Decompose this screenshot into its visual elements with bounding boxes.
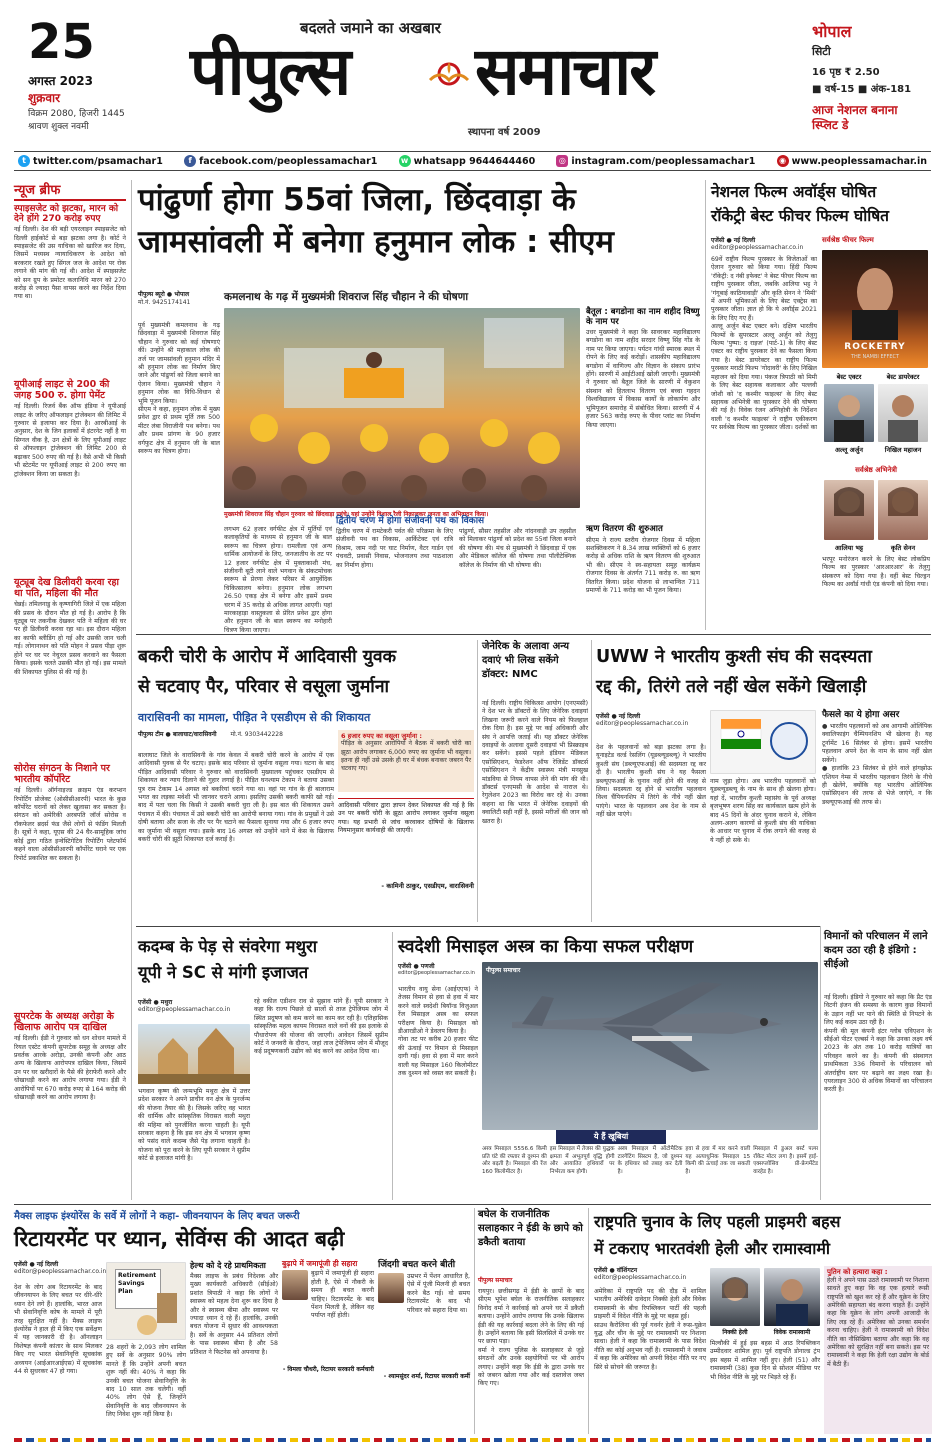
- actor-name: अल्लू अर्जुन: [835, 446, 863, 454]
- award-body: 69वें राष्ट्रीय फिल्म पुरस्कार के विजेताओं का ऐलान गुरुवार को किया गया। हिंदी फिल्म 'रॉकेट्री: द नंबी इफेक्ट' ने बेस्ट फीचर फिल्म का राष्ट्रीय पुरस्कार जीता, जबकि आलिया भट्ट ने 'गंगूबाई काठियावाड़ी' और कृति सेनन ने 'मिमी' में अपनी भूमिकाओं के लिए बेस्ट एक्ट्रेस का पुरस्कार जीता। ज्ञात हो कि ये अवॉर्ड्स 2021 के लिए दिए गए हैं। अल्लू अर्जुन बेस्ट एक्टर बने। दक्षिण भारतीय फिल्मों के सुपरस्टार अल्लू अर्जुन को तेलुगु फिल्म 'पुष्पा: द राइज' (पार्ट-1) के लिए बेस्ट एक्टर का राष्ट्रीय पुरस्कार देने का फैसला किया गया है। बेस्ट डायरेक्टर का राष्ट्रीय फिल्म पुरस्कार मराठी फिल्म 'गोदावरी' के लिए निखिल महाजन को दिया गया। पंकज त्रिपाठी को मिमी के लिए बेस्ट सहायक कलाकार और पल्लवी जोशी को 'द कश्मीर फाइल्स' के लिए बेस्ट सहायक अभिनेत्री का पुरस्कार देने की घोषणा की गई है। विवेक रंजन अग्निहोत्री के निर्देशन वाली 'द कश्मीर फाइल्स' ने राष्ट्रीय एकीकरण पर सर्वश्रेष्ठ फिल्म का पुरस्कार जीता। दर्शकों का: [711, 256, 818, 432]
- lead-body-col1: पूर्व मुख्यमंत्री कमलनाथ के गढ़ छिंदवाड़ा में मुख्यमंत्री शिवराज सिंह चौहान ने गुरुवार को कई घोषणाएं कीं। उन्होंने श्री महाकाल लोक की तर्ज पर जामसांवली हनुमान मंदिर में श्री हनुमान लोक का निर्माण किए जाने और पांढुर्णा को जिला बनाने का ऐलान किया। मुख्यमंत्री चौहान ने हनुमान लोक का विधि-विधान से भूमि पूजन किया। सीएम ने कहा, हनुमान लोक में मुख्य प्रवेश द्वार से प्रथम मूर्ति तक 500 मीटर लंबा विराजीनी पथ बनेगा। पथ और प्रथम प्रांगण के 90 हजार वर्गफुट क्षेत्र में हनुमान जी के बाल स्वरूप का चित्रण होगा।: [138, 322, 220, 456]
- debate-side-body: हेली ने अपने पास उठते रामास्वामी पर निशाना साधते हुए कहा कि वह एक हत्यारे रूसी राष्ट्रपति को खुश कर रहे हैं और यूक्रेन के लिए अमेरिकी सहायता बंद करना चाहते हैं। उन्होंने कहा कि यूक्रेन के लोग अपनी आजादी के लिए लड़ रहे हैं। अमेरिका को उनका समर्थन करना चाहिए। हेली ने रामास्वामी को विदेश नीति का नौसिखिया बताया और कहा कि वह अमेरिका को सुरक्षित नहीं बना सकते। इस पर रामास्वामी ने कहा कि हेली रक्षा उद्योग के बोर्ड में बैठी हैं।: [827, 1276, 931, 1368]
- baghel-byline: पीपुल्स समाचार: [478, 1277, 513, 1284]
- side1-title: बैतूल : बगडोना का नाम शहीद विष्णु के नाम पर: [586, 307, 700, 327]
- pages-price: 16 पृष्ठ ₹ 2.50: [812, 67, 880, 78]
- missile-headline-text: स्वदेशी मिसाइल अस्त्र का किया सफल परीक्षण: [398, 937, 694, 957]
- uww-side: [822, 710, 932, 922]
- best-feature-label: सर्वश्रेष्ठ फीचर फिल्म: [822, 236, 874, 244]
- nmc-body: नई दिल्ली। राष्ट्रीय चिकित्सा आयोग (एनएमसी) ने देश भर के डॉक्टरों के लिए जेनेरिक दवाइयां लिखना जरूरी करने वाले नियम को फिलहाल रोक दिया है। इस मुद्दे पर कई अधिकारी और संघ ने आपत्ति जताई थी। यह डॉक्टर जेनेरिक दवाइयों के अलावा दूसरी दवाइयां भी प्रिस्क्राइब कर सकेंगे। इससे पहले इंडियन मेडिकल एसोसिएशन, फेडरेशन ऑफ रेजिडेंट डॉक्टर्स एसोसिएशन ने केंद्रीय स्वास्थ्य मंत्री मनसुख मांडविया से नियम वापस लेने की मांग की थी। डॉक्टर्स एनएमसी के आदेश से नाराज थे। रेगुलेशन 2023 का विरोध कर रहे थे। उनका कहना था कि भारत में जेनेरिक दवाइयों की क्वालिटी सही नहीं है, इससे मरीजों की जान को खतरा है।: [482, 700, 590, 825]
- brief-item: [14, 1012, 126, 1202]
- byline-text: पीपुल्स टीम ● बालाघाट/वारासिवनी: [138, 731, 217, 738]
- old-age-body: बुढ़ापे में जमापूंजी ही सहारा होती है, ऐसे में नौकरी के समय ही बचत करनी चाहिए। रिटायरमेंट के बाद पेंशन मिलती है, लेकिन वह पर्याप्त नहीं होती।: [311, 1270, 376, 1320]
- lead-photo: [224, 308, 580, 508]
- old-age-title: बुढ़ापे में जमापूंजी ही सहारा: [282, 1259, 358, 1268]
- mathura-headline-line2: यूपी ने SC से मांगी इजाजत: [138, 963, 309, 982]
- health-title: हेल्थ को दे रहे प्राथमिकता: [190, 1261, 266, 1270]
- actor-photo: [824, 384, 874, 442]
- feature-item: हवा से हवा में मार करने वाली यह अत्याधुनिक मिसाइल 15 किमी की ऊंचाई तक जा सकती है।: [685, 1146, 752, 1175]
- lead-side-column: [586, 308, 700, 630]
- actress1-photo: [824, 480, 874, 540]
- edition-city: भोपाल: [812, 22, 852, 41]
- ramaswamy-photo: [764, 1268, 820, 1326]
- retire-headline-text: रिटायरमेंट पर ध्यान, सेविंग्स की आदत बढ़ी: [14, 1227, 345, 1251]
- facebook-icon: f: [184, 155, 196, 167]
- best-actress-label: सर्वश्रेष्ठ अभिनेत्री: [855, 466, 897, 474]
- byline-email: editor@peoplessamachar.co.in: [14, 1268, 107, 1275]
- rocketry-poster: [822, 250, 928, 368]
- social-web[interactable]: [777, 155, 927, 167]
- uww-side-title: फैसले का ये होगा असर: [822, 710, 900, 720]
- actress2-photo: [878, 480, 928, 540]
- life-quote-by: - श्यामसुंदर शर्मा, रिटायर सरकारी कर्मी: [383, 1373, 470, 1381]
- retire-health: [190, 1262, 278, 1434]
- byline-text: एजेंसी ● नई दिल्ली: [711, 237, 756, 244]
- award-headline-line1: नेशनल फिल्म अवॉर्ड्स घोषित: [711, 183, 877, 201]
- byline-email: editor@peoplessamachar.co.in: [138, 1006, 231, 1013]
- byline-phone: मो.नं. 9303442228: [230, 731, 283, 738]
- byline-text: एजेंसी ● मथुरा: [138, 999, 173, 1006]
- goat-byline: [138, 730, 338, 750]
- web-link[interactable]: www.peoplessamachar.in: [791, 155, 927, 167]
- brief-item: [14, 578, 126, 761]
- registration-color-bar: [14, 1438, 931, 1442]
- best-director-label: बेस्ट डायरेक्टर: [886, 373, 920, 381]
- brief-body: नई दिल्ली। देश की बड़ी एयरलाइन स्पाइसजेट को दिल्ली हाईकोर्ट से बड़ा झटका लगा है। कोर्ट ने स्पाइसजेट की उस याचिका को खारिज कर दिया, जिसमें मध्यस्थ न्यायाधिकरण के आदेश को बरकरार रखते हुए सिंगल जज के आदेश पर रोक लगाने की मांग की गई थी। आदेश में स्पाइसजेट को सन ग्रुप के प्रमोटर कलानिधि मारन को 270 करोड़ से ज्यादा पैसा वापस करने का निर्देश दिया गया था।: [14, 226, 128, 301]
- haley-name: निक्की हेली: [722, 1329, 748, 1336]
- instagram-link[interactable]: instagram.com/peoplessamachar1: [571, 155, 756, 167]
- feature-item: अस्त्र मिसाइल में ऑटोमैटिक टारगेटिंग सिस्टम है, जो दुश्मन के हथियार को तबाह कर देती है।: [617, 1146, 685, 1175]
- actress2-name: कृति सेनन: [890, 544, 916, 552]
- byline-email: editor@peoplessamachar.co.in: [398, 970, 475, 976]
- retire-body1: देश के लोग अब रिटायरमेंट के बाद जीवनयापन के लिए बचत पर धीरे-धीरे ध्यान देने लगे हैं। हालांकि, भारत आज भी सेवानिवृत्ति कोष के मामले में पूरी तरह सुरक्षित नहीं है। मैक्स लाइफ इंश्योरेंस ने हाल ही में किए एक सर्वेक्षण में यह जानकारी दी है। ऑनलाइन विशेषज्ञ कंपनी कांतार के साथ मिलकर किए गए भारत सेवानिवृत्ति सूचकांक अध्ययन (आईआरआईएस) में सूचकांक 44 से सुधरकर 47 हो गया।: [14, 1284, 104, 1376]
- lead-phase2: [336, 516, 576, 630]
- award-headline-line2: रॉकेट्री बेस्ट फीचर फिल्म घोषित: [711, 207, 890, 225]
- mathura-body2: रहे वकील एडीशन राव से सुझाव मांगे हैं। यूपी सरकार ने कहा कि राज्य पिछले दो सालों से ताज ट्रेपेजियम जोन में स्थित प्रदूषण को कम करने का काम कर रही है। एतिहासिक सांस्कृतिक महत्व कायम विरासत वाले वनों की इस इलाके से पौधारोपण की योजना की जाएगी। आवेदन जिसमें सुप्रीम कोर्ट ने जनवरी के दौरान, जहां ताज ट्रेपेजियम जोन में मौजूद कई प्रदूषणकारी उद्योग को बंद करने का आदेश दिया था।: [254, 998, 390, 1056]
- actress1-name: आलिया भट्ट: [834, 544, 864, 552]
- missile-headline: [398, 934, 818, 960]
- debate-body2: मिल्वौकी में हुई इस बहस में आठ रिपब्लिकन उम्मीदवार शामिल हुए। पूर्व राष्ट्रपति डोनाल्ड ट्रंप इस बहस में शामिल नहीं हुए। हेली (51) और रामास्वामी (38) कुछ दिन से सोशल मीडिया पर भी विदेश नीति के मुद्दे पर भिड़ते रहे हैं।: [710, 1340, 822, 1381]
- side1-body: उधर मुख्यमंत्री ने कहा कि सावरकर महाविद्यालय बगडोना का नाम शहीद सरदार विष्णु सिंह गोंड के नाम पर किया जाएगा। पर्यटन गांधी स्मारक स्थल में रोपने के लिए कई करोड़ों। शासकीय महाविद्यालय बगडोना में वाणिज्य और विज्ञान के संकाय प्रारंभ होंगे। सारणी में आईटीआई खोली जाएगी। मुख्यमंत्री ने गुरुवार को बैतूल जिले के सारणी में वेकुशन संस्थान को हितलाभ वितरण एवं बच्चा गहदन विश्वविद्यालय में विकास कार्यों के लोकार्पण और भूमिपूजन समारोह में संबोधित किया। सारणी में 4 हजार 563 करोड़ रुपए के पीवर प्लांट का निर्माण किया जाएगा।: [586, 329, 702, 429]
- award-body-tail: भरपूर मनोरंजन करने के लिए बेस्ट लोकप्रिय फिल्म का पुरस्कार 'आरआरआर' के तेलुगु संस्करण को दिया गया है। वहीं बेस्ट चिल्ड्रन फिल्म का अवॉर्ड गांधी एंड कंपनी को दिया गया।: [822, 556, 932, 589]
- title-right: समाचार: [475, 33, 655, 110]
- retire-old-age: [282, 1260, 374, 1434]
- goat-side: [338, 730, 474, 922]
- feature-item: मिसाइल में डुअल बर्स्ट पल्स रॉकेट मोटर लगा है। इसमें हाई-एक्सप्लोसिव प्री-फ्रेगमेंटेड वारहेड है।: [753, 1146, 820, 1175]
- shyamsundar-photo: [378, 1273, 404, 1303]
- old-age-quote-by: - विमला चौधरी, रिटायर सरकारी कर्मचारी: [282, 1366, 374, 1374]
- lamp-logo-icon: [428, 54, 470, 96]
- social-whatsapp[interactable]: [399, 155, 536, 167]
- fine-box-body: पीड़ित के अनुसार आरोपियों ने बैठक में बकरी चोरी का झूठा आरोप लगाकर 6,000 रुपए का जुर्माना भी वसूला। इतना ही नहीं उसे उसके ही घर में बंधक बनाकर जबरन पैर चटवाए गए।: [341, 740, 473, 773]
- features-title: ये हैं खूबियां: [556, 1130, 666, 1144]
- side2-title: ऋण वितरण की शुरुआत: [586, 524, 663, 535]
- founded-year: स्थापना वर्ष 2009: [468, 127, 541, 138]
- mathura-byline: [138, 998, 250, 1018]
- goat-headline: [138, 642, 474, 708]
- volume-issue: ■ वर्ष-15 ■ अंक-181: [812, 84, 912, 95]
- brief-title: स्पाइसजेट को झटका, मारन को देने होंगे 270 करोड़ रुपए: [14, 204, 119, 225]
- award-headline: [711, 180, 931, 232]
- brief-body: नई दिल्ली। ईडी ने गुरुवार को धन शोधन मामले में रियल एस्टेट कंपनी सुपरटेक समूह के अध्यक्ष और प्रवर्तक आरके अरोड़ा, उनकी कंपनी और आठ अन्य के खिलाफ आरोपपत्र दाखिल किया, जिसमें उन पर घर खरीदारों के पैसे की हेराफेरी करने और धोखाधड़ी करने का आरोप लगाया गया। ईडी ने आरोपियों पर 670 करोड़ रुपए से 164 करोड़ की धोखाधड़ी करने का आरोप लगाया है।: [14, 1035, 128, 1102]
- uww-side-body: ● भारतीय पहलवानों को अब आगामी ओलिंपिक क्वालिफाइंग चैम्पियनशिप भी खेलना है। यह टूर्नामेंट 16 सितंबर से होगा। इसमें भारतीय पहलवान अपने देश के नाम के साथ नहीं खेल सकेंगे। ● हालांकि 23 सितंबर से होने वाले हांगझोऊ एशियन गेम्स में भारतीय पहलवान तिरंगे के नीचे ही खेलेंगे, क्योंकि यह भारतीय ओलिंपिक एसोसिएशन की तरफ से भेजे जाएंगे, न कि डब्ल्यूएफआई की तरफ से।: [822, 723, 932, 806]
- globe-icon: ◉: [777, 155, 789, 167]
- best-actor-label: बेस्ट एक्टर: [836, 373, 862, 381]
- fine-box-title: 6 हजार रुपए का वसूला जुर्माना :: [341, 732, 422, 740]
- retirement-plan-text: Retirement Savings Plan: [115, 1269, 161, 1309]
- award-byline: [711, 236, 817, 254]
- mathura-body: भगवान कृष्ण की जन्मभूमि मथुरा क्षेत्र में उत्तर प्रदेश सरकार ने अपने प्राचीन वन क्षेत्र के पुनर्जन्म की योजना तैयार की है। जिसके जरिए वह भारत की धार्मिक और सांस्कृतिक विरासत वाली मथुरा की महिमा को पुनर्जीवित करना चाहती है। यूपी सरकार कहना है कि इस वन क्षेत्र में भगवान कृष्ण को पसंद वाले कदम्ब जैसे पेड़ लगाना चाहती है। योजना को पूरा करने के लिए यूपी सरकार ने सुप्रीम कोर्ट से इजाजत मांगी है।: [138, 1088, 252, 1163]
- brief-item: [14, 764, 126, 987]
- retire-kicker: मैक्स लाइफ इंश्योरेंस के सर्वे में लोगों ने कहा- जीवनयापन के लिए बचत जरूरी: [14, 1211, 300, 1222]
- byline-text: एजेंसी ● नई दिल्ली: [596, 713, 641, 720]
- retirement-plan-image: [106, 1262, 186, 1340]
- twitter-icon: t: [18, 155, 30, 167]
- social-facebook[interactable]: [184, 155, 377, 167]
- masthead-title: [150, 14, 790, 154]
- uww-body: देश के पहलवानों को बड़ा झटका लगा है। यूनाइटेड वर्ल्ड रेसलिंग (यूडब्ल्यूडब्ल्यू) ने भारतीय कुश्ती संघ (डब्ल्यूएफआई) की सदस्यता रद्द कर दी है। भारतीय कुश्ती संघ ने यह फैसला डब्ल्यूएफआई के चुनाव नहीं होने की वजह से लिया। सदस्यता रद्द होने से भारतीय पहलवान विश्व चैंपियनशिप में तिरंगे के नीचे नहीं खेल पाएंगे। भारत के पहलवान अब देश के नाम से नहीं खेल पाएंगे।: [596, 744, 708, 819]
- byline-email: editor@peoplessamachar.co.in: [596, 720, 689, 727]
- lead-photo-caption: मुख्यमंत्री शिवराज सिंह चौहान गुरुवार को छिंदवाड़ा पहुंचे। यहां उन्होंने विशाल रैली निकालकर जनता का अभिवादन किया।: [224, 511, 489, 518]
- byline-text: एजेंसी ● नई दिल्ली: [14, 1261, 59, 1268]
- byline-email: editor@peoplessamachar.co.in: [711, 244, 804, 251]
- brief-body: नई दिल्ली। ऑर्गनाइज्ड क्राइम एंड करप्शन रिपोर्टिंग प्रोजेक्ट (ओसीसीआरपी) भारत के कुछ कॉर्पोरेट घरानों को लेकर खुलासा कर सकता है। संगठन को अमेरिकी अरबपति जॉर्ज सोरोस व रॉकफेलर ब्रदर्स फंड जैसे लोगों से फंडिंग मिलती है। सूत्रों ने कहा, यूएस की 24 घैर-सामूहिक जांच कोई द्वारा गठित इन्वेस्टिगेटिव रिपोर्टिंग प्लेटफॉर्म कहने वाला ओसीसीआरपी कॉर्पोरेट घराने पर एक रिपोर्ट प्रकाशित कर सकता है।: [14, 787, 128, 862]
- baghel-headline: बघेल के राजनीतिक सलाहकार ने ईडी के छापे को डकैती बताया: [478, 1209, 583, 1248]
- shravan-date: श्रावण शुक्ल नवमी: [28, 122, 89, 132]
- temple-photo: [138, 1024, 250, 1084]
- uww-body2: नाम जुड़ा होगा। अब भारतीय पहलवानों को यूडब्ल्यूडब्ल्यू के नाम के साथ ही खेलना होगा। यहां दें, भारतीय कुश्ती महासंघ के पूर्व अध्यक्ष बृजभूषण शरण सिंह का कार्यकाल खत्म होने के बाद 45 दिनों के अंदर चुनाव कराने थे, लेकिन अलग-अलग कारणों से कुश्ती संघ की याचिका के आधार पर चुनाव में रोक लगाने की वजह से ये नहीं हो सके थे।: [710, 778, 818, 844]
- debate-byline: [594, 1266, 706, 1286]
- director-photo: [878, 384, 928, 442]
- twitter-link[interactable]: twitter.com/psamachar1: [33, 155, 163, 167]
- vikram-date: विक्रम 2080, हिजरी 1445: [28, 109, 125, 119]
- lead-subhead: कमलनाथ के गढ़ में मुख्यमंत्री शिवराज सिंह चौहान ने की घोषणा: [224, 291, 469, 303]
- phase2-body-b: पांढुर्णा, सौसर तहसील और नांदनवाड़ी उप तहसील को मिलाकर पांढुर्णा को प्रदेश का 55वां जिला बनाने की घोषणा की। मंच से मुख्यमंत्री ने छिंदवाड़ा में एक और मेडिकल कॉलेज की घोषणा तथा पॉलीटेक्निक कॉलेज के निर्माण की भी घोषणा की।: [459, 528, 578, 569]
- side2-body: सीएम ने राज्य स्तरीय रोजगार दिवस में महिला सशक्तिकरण ने 8.34 लाख व्यक्तियों को 6 हजार करोड़ से अधिक राशि के ऋण वितरण की शुरुआत भी की। सीएम ने स्व-सहायता समूह कार्यक्रम रोजगार दिवस के अंतर्गत 711 करोड़ रु. का ऋण वितरित किया। प्रदेश योजना से लाभान्वित 711 प्रमाणों के 711 करोड़ का भी पूजन किया।: [586, 536, 702, 594]
- retire-headline: [14, 1222, 470, 1256]
- debate-side-title: पुतिन को हत्यारा कहा :: [827, 1268, 888, 1276]
- uww-headline: [596, 642, 932, 708]
- brief-label: न्यूज ब्रीफ: [14, 180, 126, 201]
- brief-title: सोरोस संगठन के निशाने पर भारतीय कॉर्पोरेट: [14, 763, 110, 785]
- brief-item: [14, 204, 126, 378]
- missile-features: [482, 1146, 818, 1200]
- ramaswamy-name: विवेक रामास्वामी: [773, 1329, 811, 1336]
- retire-life: [378, 1260, 470, 1434]
- weekday: शुक्रवार: [28, 91, 61, 105]
- life-title: जिंदगी बचत करने बीती: [378, 1260, 456, 1270]
- poster-title: ROCKETRY: [844, 342, 906, 352]
- goat-quote-text: आदिवासी परिवार द्वारा ज्ञापन देकर शिकायत की गई है कि उन पर बकरी चोरी के झूठा आरोप लगाकर जुर्माना वसूला गया। यह प्रभारी से जांच करवाकर दोषियों के खिलाफ नियमानुसार कार्यवाही की जाएगी।: [338, 802, 476, 835]
- goat-subhead: वारासिवनी का मामला, पीड़ित ने एसडीएम से की शिकायत: [138, 711, 371, 724]
- facebook-link[interactable]: facebook.com/peoplessamachar1: [199, 155, 378, 167]
- missile-byline: [398, 962, 478, 982]
- dateline-block: [28, 14, 148, 132]
- nmc-headline: जेनेरिक के अलावा अन्य दवाएं भी लिख सकेंगे डॉक्टर: NMC: [482, 641, 570, 680]
- lead-headline: [138, 180, 700, 284]
- retire-body2: 28 शहरों के 2,093 लोग शामिल हुए सर्वे के अनुसार 90% लोग मानते हैं कि उन्होंने अपनी बचत शुरू नहीं की। 40% ने कहा कि उनकी बचत योजना सेवानिवृत्ति के बाद 10 साल तक चलेगी। वहीं 40% लोग ऐसे हैं, जिन्होंने सेवानिवृत्ति के बाद जीवनयापन के लिए निवेश शुरू नहीं किया है।: [106, 1344, 188, 1419]
- whatsapp-link[interactable]: whatsapp 9644644460: [413, 155, 536, 167]
- wrestling-logo: [710, 710, 816, 774]
- mathura-headline: [138, 934, 388, 994]
- brief-title: यूट्यूब देख डिलीवरी करवा रहा था पति, महिला की मौत: [14, 577, 120, 599]
- byline-text: पीपुल्स ब्यूरो ● भोपाल: [138, 291, 190, 298]
- feature-item: अस्त्र मिसाइल 5556.6 किमी प्रति घंटे की रफ्तार से दुश्मन की ओर बढ़ती है। मिसाइल की रेंज 160 किलोमीटर है।: [482, 1146, 549, 1175]
- debate-body: अमेरिका में राष्ट्रपति पद की दौड़ में शामिल भारतीय अमेरिकी दावेदार निक्की हेली और विवेक रामास्वामी के बीच रिपब्लिकन पार्टी की पहली प्राइमरी में विदेश नीति के मुद्दे पर बहस हुई। साउथ कैरोलिना की पूर्व गवर्नर हेली ने रूस-यूक्रेन युद्ध और चीन के मुद्दे पर रामास्वामी पर निशाना साधा। हेली ने कहा कि रामास्वामी के पास विदेश नीति का कोई अनुभव नहीं है। रामास्वामी ने जवाब में कहा कि अमेरिका को अपनी विदेश नीति पर नए सिरे से सोचने की जरूरत है।: [594, 1288, 706, 1371]
- photo-label: पीपुल्स समाचार: [486, 967, 521, 974]
- lead-headline-line1: पांढुर्णा होगा 55वां जिला, छिंदवाड़ा के: [138, 182, 576, 218]
- director-name: निखिल महाजन: [884, 446, 922, 454]
- health-body: मैक्स लाइफ के प्रबंध निदेशक और मुख्य कार्यकारी अधिकारी (सीईओ) प्रशांत त्रिपाठी ने कहा कि लोगों ने स्वास्थ्य को महत्व देना शुरू कर दिया है और वे स्वास्थ्य बीमा और स्वास्थ्य पर ज्यादा ध्यान दे रहे हैं। हालांकि, उनकी बचत योजना में सुधार की आवश्यकता है। सर्वे के अनुसार 44 प्रतिशत लोगों के पास स्वास्थ्य बीमा है और 58 प्रतिशत ने फिटनेस को अपनाया है।: [190, 1272, 280, 1356]
- byline-email: editor@peoplessamachar.co.in: [594, 1274, 687, 1281]
- lead-body-col2: लगभग 62 हजार वर्गफीट क्षेत्र में मूर्तियों एवं कलाकृतियों के माध्यम से हनुमान जी के बाल स्वरूप का चित्रण होगा। रामलीला एवं अन्य धार्मिक आयोजनों के लिए, जनजातीय के तट पर 12 हजार वर्गफीट क्षेत्र में मुक्ताकाशी मंच, संजीवनी बूटी लाने वाले भगवान के संकटमोचक स्वरूप से प्रेरणा लेकर परिसर में आयुर्वेदिक चिकित्सालय बनेगा। हनुमान लोक लगभग 26.50 एकड़ क्षेत्र में बनेगा और इसमें प्रथम चरण में 35 करोड़ से अधिक लागत आएगी। यहां मारकाहाड़ा वास्तुकला से प्रेरित प्रवेश द्वार होगा और हनुमान जी के बाल स्वरूप का मनोहारी चित्रण किया जाएगा।: [224, 526, 334, 634]
- debate-headline-line1: राष्ट्रपति चुनाव के लिए पहली प्राइमरी बहस: [594, 1212, 841, 1231]
- whatsapp-icon: w: [399, 155, 411, 167]
- goat-fine-box: [338, 730, 474, 792]
- social-bar: [14, 151, 931, 171]
- goat-quote-by: - कामिनी ठाकुर, एसडीएम, वारासिवनी: [381, 882, 474, 890]
- news-brief-column: [14, 180, 126, 1010]
- feature-item: इस मिसाइल में तेजस की युद्धक क्षमता में अभूतपूर्व वृद्धि होगी और आयातित हथियारों पर निर्भरता कम होगी।: [549, 1146, 617, 1175]
- uww-headline-line2: रद्द की, तिरंगे तले नहीं खेल सकेंगे खिलाड़ी: [596, 677, 867, 697]
- byline-phone: मो.नं. 9425174141: [138, 299, 191, 306]
- brief-body: नई दिल्ली। रिजर्व बैंक ऑफ इंडिया ने यूपीआई लाइट के जरिए ऑफलाइन ट्रांजेक्शन की लिमिट में गुरुवार से इजाफा कर दिया है। आरबीआई के अनुसार, देश के जिन इलाकों में इंटरनेट नहीं है या सिग्नल वीक है, उन क्षेत्रों के लिए यूपीआई लाइट से ऑफलाइन ट्रांजेक्शन की लिमिट 200 से बढ़ाकर 500 रुपए की गई है। वैसे अभी भी किसी भी स्टेटमेंट पर यूपीआई लाइट से 200 रुपए का ट्रांजेक्शन किया जा सकता है।: [14, 403, 128, 478]
- missile-body: भारतीय वायु सेना (आईएएफ) ने तेजस विमान से हवा से हवा में मार करने वाले स्वदेशी बियॉन्ड विजुअल रेंज मिसाइल अस्त्र का सफल परीक्षण किया है। मिसाइल को डीआरडीओ ने डेवलप किया है। गोवा तट पर करीब 20 हजार फीट की ऊंचाई पर विमान से मिसाइल दागी गई। हवा से हवा में मार करने वाली यह मिसाइल 160 किलोमीटर तक दुश्मन को ध्वस्त कर सकती है।: [398, 986, 478, 1078]
- byline-text: एजेंसी ● वॉशिंगटन: [594, 1267, 638, 1274]
- vimla-photo: [282, 1270, 308, 1300]
- brief-title: यूपीआई लाइट से 200 की जगह 500 रु. होगा पेमेंट: [14, 379, 110, 401]
- uww-headline-line1: UWW ने भारतीय कुश्ती संघ की सदस्यता: [596, 647, 872, 667]
- brief-item: [14, 380, 126, 573]
- debate-side: [824, 1266, 932, 1434]
- brief-title: सुपरटेक के अध्यक्ष अरोड़ा के खिलाफ आरोप पत्र दाखिल: [14, 1011, 114, 1033]
- phase2-title: द्वितीय चरण में होगा संजीवनी पथ का विकास: [336, 516, 485, 526]
- edition-block: [812, 20, 922, 140]
- debate-headline-line2: में टकराए भारतवंशी हेली और रामास्वामी: [594, 1239, 831, 1258]
- date-day: 25: [28, 14, 95, 70]
- goat-quote: [338, 798, 474, 891]
- lead-byline: [138, 290, 222, 320]
- phase2-body: द्वितीय चरण में रामटेकरी पर्वत की परिक्रमा के लिए संजीवनी पथ का विकास, आर्किटेक्ट एवं रात्रि विश्राम, जाम नदी पर घाट निर्माण, वैटर गार्डन एवं पंचवटी, प्रवासी निवास, भोजनालय तथा पाठशाला का निर्माण होगा।: [336, 528, 455, 569]
- date-month: अगस्त 2023: [28, 74, 94, 88]
- poster-subtitle: THE NAMBI EFFECT: [850, 354, 900, 360]
- social-twitter[interactable]: [18, 155, 163, 167]
- uww-byline: [596, 712, 706, 732]
- ad-text: आज नेशनल बनाना स्प्लिट डे: [812, 103, 898, 132]
- instagram-icon: ◎: [556, 155, 568, 167]
- debate-headline: [594, 1208, 932, 1264]
- byline-text: एजेंसी ● पणजी: [398, 963, 435, 970]
- haley-photo: [710, 1268, 760, 1326]
- life-body: उम्रभर में पेंशन आधारित है, ऐसे में पूंजी मिलनी ही बचत करने बैठ गई। वो समय रिटायरमेंट के बाद भी परिवार को सहारा दिया था।: [407, 1273, 472, 1314]
- brief-body: चेन्नई। तमिलनाडु के कृष्णागिरी जिले में एक महिला की प्रसव के दौरान मौत हो गई है। आरोप है कि यूट्यूब पर तकनीक देखकर पति ने महिला की घर पर ही डिलीवरी करवा रहा था। इस दौरान महिला का काफी ब्लीडिंग हो गई और उसकी जान चली गई। लोगानाथन को पति मोहन ने प्रसव पीड़ा शुरू होने पर घर पर नेचुरल प्रसव करवाने का फैसला किया। इसके चलते उसकी मौत हो गई। इस मामले की शिकायत पुलिस से की गई है।: [14, 601, 128, 676]
- title-left: पीपुल्स: [190, 33, 350, 110]
- lead-headline-line2: जामसांवली में बनेगा हनुमान लोक : सीएम: [138, 224, 614, 260]
- tagline: बदलते जमाने का अखबार: [300, 19, 441, 37]
- mathura-headline-line1: कदम्ब के पेड़ से संवरेगा मथुरा: [138, 937, 318, 956]
- flight-headline: विमानों को परिचालन में लाने कदम उठा रही है इंडिगो : सीईओ: [824, 931, 928, 970]
- goat-headline-line2: से चटवाए पैर, परिवार से वसूला जुर्माना: [138, 677, 390, 697]
- goat-body: बालाघाट जिले के वारासिवनी के गांव केवल में बकरी चोरी करने के आरोप में एक आदिवासी युवक से पैर चटाए। इसके बाद परिवार से जुर्माना वसूला गया। घटना के बाद पीड़ित आदिवासी परिवार ने गुरुवार को वारासिवनी मुख्यालय पहुंचकर एसडीएम से शिकायत कर न्याय दिलाने की गुहार लगाई है। पीड़ित घनश्याम टेकाम ने बताया उसका पुत्र राम टेकाम 14 अगस्त को बकरियां चराने गया था। वहां पर गांव के ही बालाराम भगत का लड़का मवेशी भी जानवर चराने आया। इसलिए उसकी बकरी काफी खो गई। बाद में पता चला कि किसी ने उसकी बकरी चुरा ली है। इस बात की शिकायत उसने पंचायत में की। पंचायत में उसे बकरी चोरी का आरोपी बनाया गया। गांव के प्रमुखों ने उसे दोषी बताया और सजा के तौर पर पैर चटाने का फैसला सुनाया गया और 6 हजार रुपए का जुर्माना भी वसूला गया। इसके बाद 16 अगस्त को उन्होंने थाने में केस के खिलाफ बकरी चोरी की झूठी शिकायत दर्ज कराई है।: [138, 752, 336, 844]
- flight-body: नई दिल्ली। इंडिगो ने गुरुवार को कहा कि प्रैट एंड विटनी इंजन की समस्या के कारण कुछ विमानों के उड़ान नहीं भर पाने की स्थिति से निपटने के लिए कई कदम उठा रही है। कंपनी की मूल कंपनी इंटर ग्लोब एविएशन के सीईओ पीटर एल्बर्स ने कहा कि उनका लक्ष्य वर्ष 2023 के अंत तक 10 करोड़ यात्रियों का परिवहन करने का है। कंपनी की संस्थागत प्राथमिकता 336 विमानों के परिचालन को अंतर्राष्ट्रीय स्तर पर बढ़ाने का लक्ष्य रखा है। एयरलाइन 300 से अधिक विमानों का परिचालन करती है।: [824, 994, 932, 1094]
- goat-headline-line1: बकरी चोरी के आरोप में आदिवासी युवक: [138, 647, 397, 667]
- edition-name: सिटी: [812, 45, 831, 58]
- social-instagram[interactable]: [556, 155, 755, 167]
- baghel-body: रायपुर। छत्तीसगढ़ में ईडी के छापों के बाद सीएम भूपेश बघेल के राजनीतिक सलाहकार विनोद वर्मा ने कार्रवाई को अपने घर में डकैती बताया। उन्होंने आरोप लगाया कि उनके खिलाफ ईडी की यह कार्रवाई बदला लेने के लिए की गई है। उन्होंने बताया कि इसी सिलसिले में उनके घर पर छापा पड़ा। वर्मा ने राज्य पुलिस के सलाहकार से जुड़े संगठनों और उनके सहयोगियों पर भी आरोप लगाए। उन्होंने कहा कि ईडी के द्वारा उनके घर को जबरन खोला गया और कई दस्तावेज जब्त किए गए।: [478, 1288, 584, 1388]
- tejas-jet-photo: [482, 962, 818, 1130]
